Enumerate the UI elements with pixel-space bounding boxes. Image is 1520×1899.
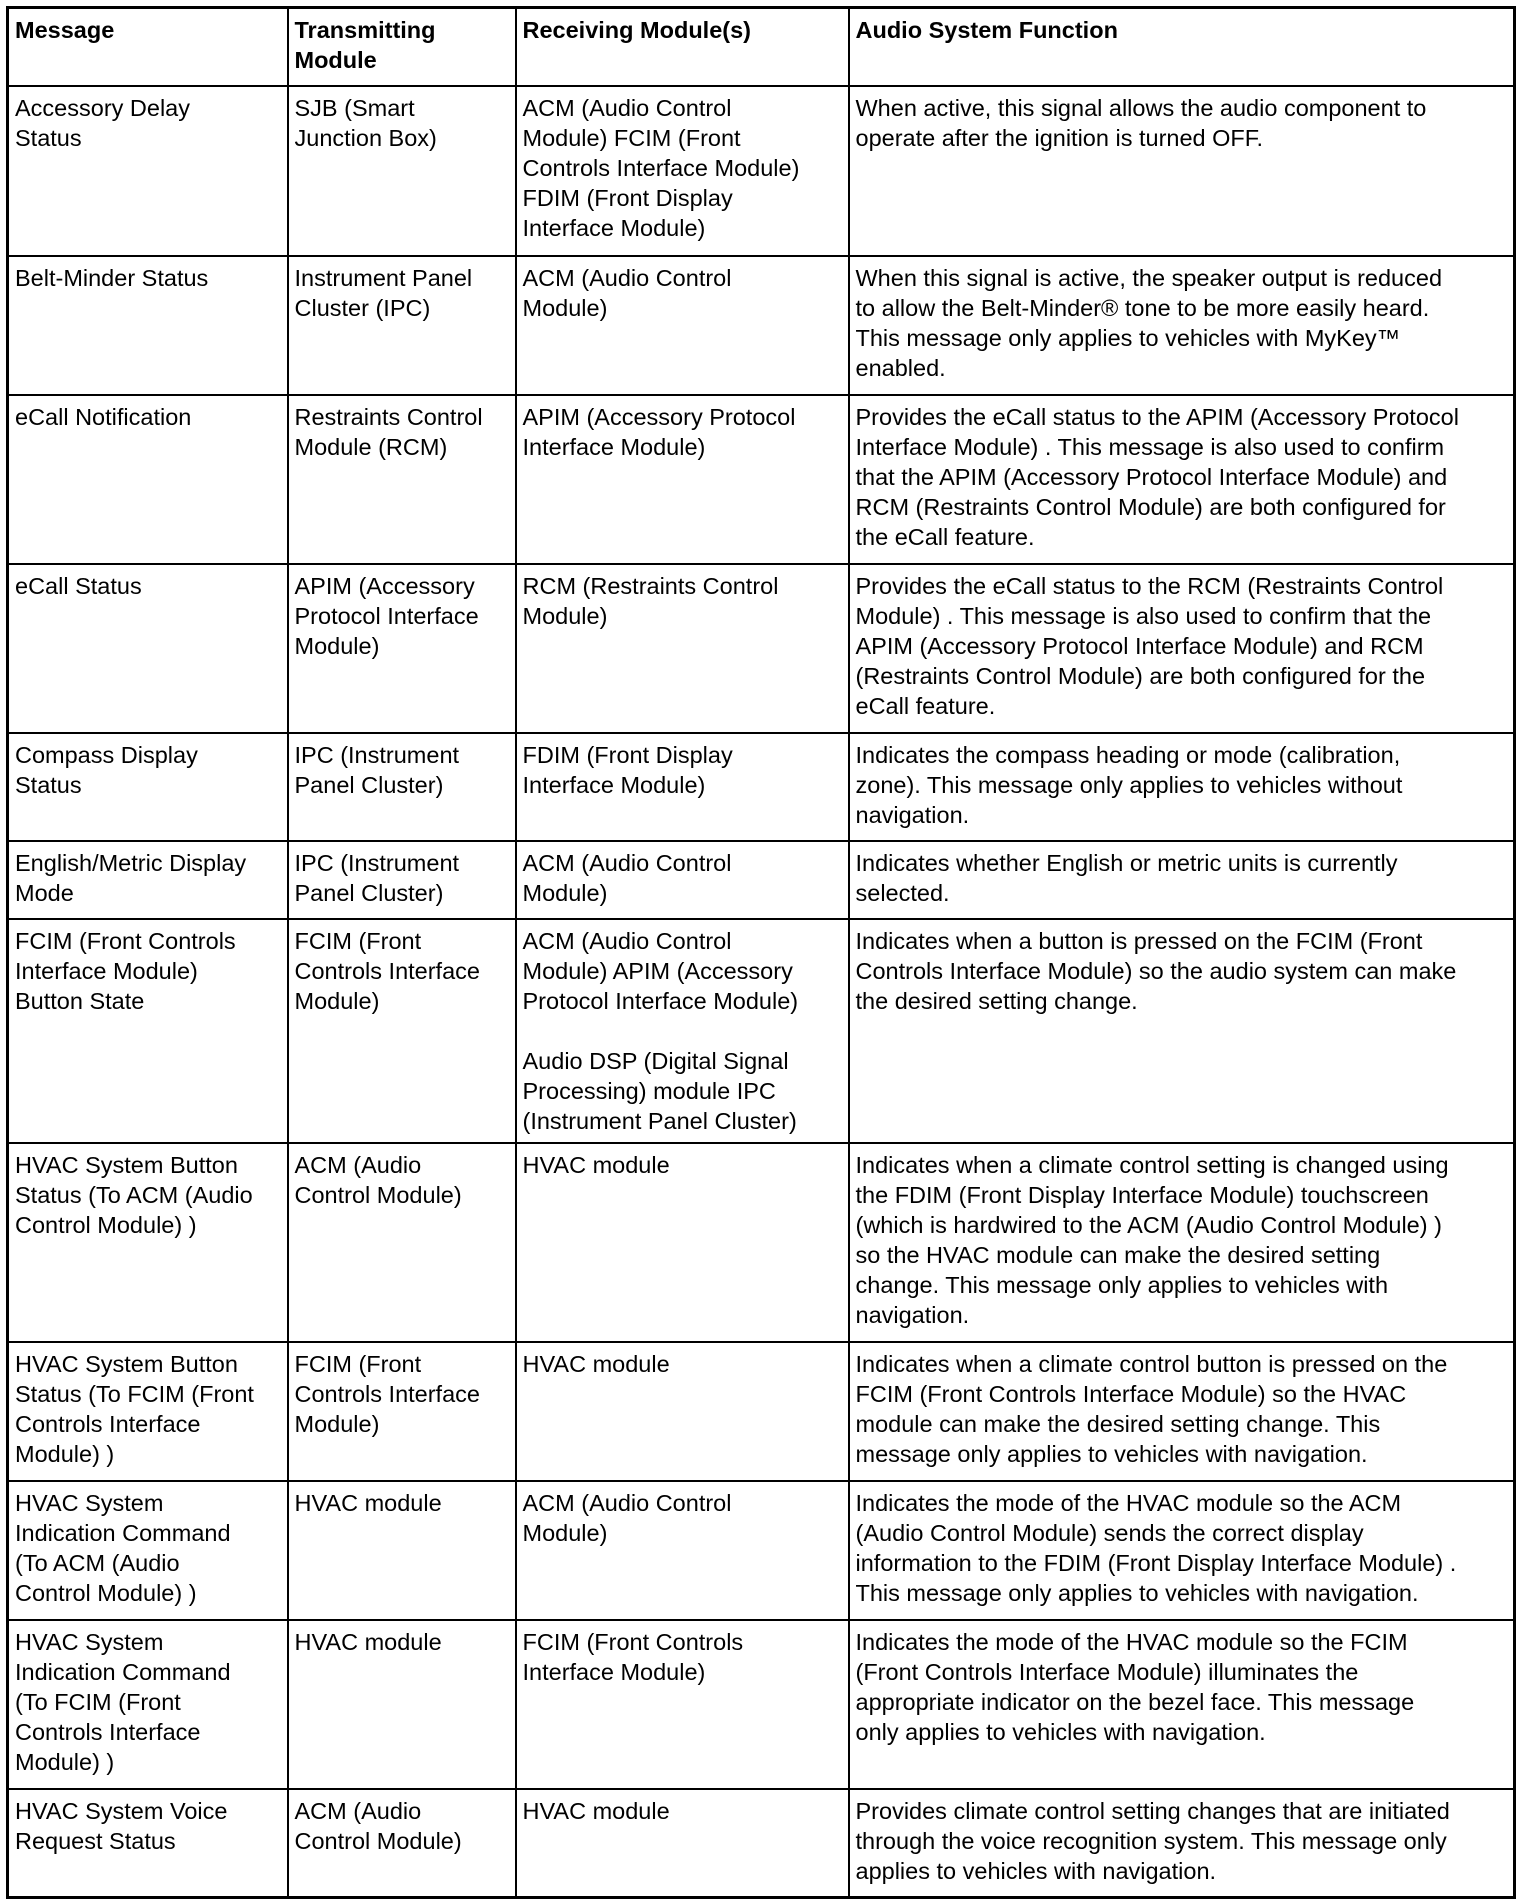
cell-audio-system-function: Indicates the mode of the HVAC module so the ACM (Audio Control Module) sends the correct display information to the FDIM (Front Display Interface Module) . This message only applies to vehicles with navigation.: [849, 1481, 1515, 1620]
cell-audio-system-function: Provides climate control setting changes that are initiated through the voice recognition system. This message only applies to vehicles with navigation.: [849, 1789, 1515, 1898]
cell-message: FCIM (Front Controls Interface Module) Button State: [8, 919, 288, 1143]
cell-audio-system-function: Indicates when a climate control button is pressed on the FCIM (Front Controls Interface Module) so the HVAC module can make the desired setting change. This message only applies to vehicles with navigation.: [849, 1342, 1515, 1481]
table-body: [8, 86, 1515, 1898]
cell-message: Compass Display Status: [8, 733, 288, 841]
header-audio-system-function: Audio System Function: [849, 8, 1515, 86]
cell-transmitting-module: IPC (Instrument Panel Cluster): [288, 841, 516, 919]
cell-transmitting-module: IPC (Instrument Panel Cluster): [288, 733, 516, 841]
table-row: [8, 1342, 1515, 1481]
cell-receiving-modules: ACM (Audio Control Module) APIM (Accessory Protocol Interface Module) Audio DSP (Digital Signal Processing) module IPC (Instrument Panel Cluster): [516, 919, 849, 1143]
cell-audio-system-function: Indicates when a button is pressed on the FCIM (Front Controls Interface Module) so the audio system can make the desired setting change.: [849, 919, 1515, 1143]
cell-audio-system-function: Indicates the compass heading or mode (calibration, zone). This message only applies to vehicles without navigation.: [849, 733, 1515, 841]
cell-receiving-modules: FDIM (Front Display Interface Module): [516, 733, 849, 841]
cell-message: Accessory Delay Status: [8, 86, 288, 256]
table-header: [8, 8, 1515, 86]
cell-audio-system-function: Provides the eCall status to the RCM (Restraints Control Module) . This message is also used to confirm that the APIM (Accessory Protocol Interface Module) and RCM (Restraints Control Module) are both configured for the eCall feature.: [849, 564, 1515, 733]
cell-receiving-modules: RCM (Restraints Control Module): [516, 564, 849, 733]
cell-message: eCall Status: [8, 564, 288, 733]
cell-transmitting-module: ACM (Audio Control Module): [288, 1143, 516, 1342]
cell-message: HVAC System Voice Request Status: [8, 1789, 288, 1898]
message-table: [6, 6, 1516, 1899]
table-row: [8, 841, 1515, 919]
cell-audio-system-function: When active, this signal allows the audio component to operate after the ignition is turned OFF.: [849, 86, 1515, 256]
cell-transmitting-module: FCIM (Front Controls Interface Module): [288, 1342, 516, 1481]
cell-transmitting-module: SJB (Smart Junction Box): [288, 86, 516, 256]
cell-transmitting-module: APIM (Accessory Protocol Interface Module): [288, 564, 516, 733]
table-row: [8, 1789, 1515, 1898]
cell-receiving-modules: ACM (Audio Control Module): [516, 256, 849, 395]
header-message: Message: [8, 8, 288, 86]
table-row: [8, 256, 1515, 395]
cell-audio-system-function: Indicates the mode of the HVAC module so the FCIM (Front Controls Interface Module) illuminates the appropriate indicator on the bezel face. This message only applies to vehicles with navigation.: [849, 1620, 1515, 1789]
table-row: [8, 564, 1515, 733]
cell-transmitting-module: FCIM (Front Controls Interface Module): [288, 919, 516, 1143]
table-row: [8, 395, 1515, 564]
cell-transmitting-module: ACM (Audio Control Module): [288, 1789, 516, 1898]
header-transmitting-module: Transmitting Module: [288, 8, 516, 86]
cell-receiving-modules: FCIM (Front Controls Interface Module): [516, 1620, 849, 1789]
cell-transmitting-module: HVAC module: [288, 1620, 516, 1789]
cell-audio-system-function: Indicates whether English or metric units is currently selected.: [849, 841, 1515, 919]
cell-transmitting-module: Restraints Control Module (RCM): [288, 395, 516, 564]
cell-receiving-modules: HVAC module: [516, 1143, 849, 1342]
cell-audio-system-function: Provides the eCall status to the APIM (Accessory Protocol Interface Module) . This message is also used to confirm that the APIM (Accessory Protocol Interface Module) and RCM (Restraints Control Module) are both configured for the eCall feature.: [849, 395, 1515, 564]
cell-audio-system-function: When this signal is active, the speaker output is reduced to allow the Belt-Minder® tone to be more easily heard. This message only applies to vehicles with MyKey™ enabled.: [849, 256, 1515, 395]
cell-audio-system-function: Indicates when a climate control setting is changed using the FDIM (Front Display Interface Module) touchscreen (which is hardwired to the ACM (Audio Control Module) ) so the HVAC module can make the desired setting change. This message only applies to vehicles with navigation.: [849, 1143, 1515, 1342]
cell-receiving-modules: APIM (Accessory Protocol Interface Module): [516, 395, 849, 564]
cell-message: eCall Notification: [8, 395, 288, 564]
cell-receiving-modules: ACM (Audio Control Module): [516, 841, 849, 919]
cell-message: Belt-Minder Status: [8, 256, 288, 395]
table-row: [8, 733, 1515, 841]
header-row: [8, 8, 1515, 86]
cell-message: HVAC System Indication Command (To ACM (Audio Control Module) ): [8, 1481, 288, 1620]
cell-receiving-modules: HVAC module: [516, 1342, 849, 1481]
table-row: [8, 1620, 1515, 1789]
cell-transmitting-module: HVAC module: [288, 1481, 516, 1620]
cell-receiving-modules: ACM (Audio Control Module): [516, 1481, 849, 1620]
header-receiving-modules: Receiving Module(s): [516, 8, 849, 86]
table-row: [8, 86, 1515, 256]
table-row: [8, 1143, 1515, 1342]
cell-message: HVAC System Button Status (To ACM (Audio Control Module) ): [8, 1143, 288, 1342]
cell-transmitting-module: Instrument Panel Cluster (IPC): [288, 256, 516, 395]
cell-message: HVAC System Indication Command (To FCIM (Front Controls Interface Module) ): [8, 1620, 288, 1789]
cell-receiving-modules: HVAC module: [516, 1789, 849, 1898]
table-row: [8, 1481, 1515, 1620]
cell-message: HVAC System Button Status (To FCIM (Front Controls Interface Module) ): [8, 1342, 288, 1481]
cell-message: English/Metric Display Mode: [8, 841, 288, 919]
table-row: [8, 919, 1515, 1143]
cell-receiving-modules: ACM (Audio Control Module) FCIM (Front Controls Interface Module) FDIM (Front Display Interface Module): [516, 86, 849, 256]
